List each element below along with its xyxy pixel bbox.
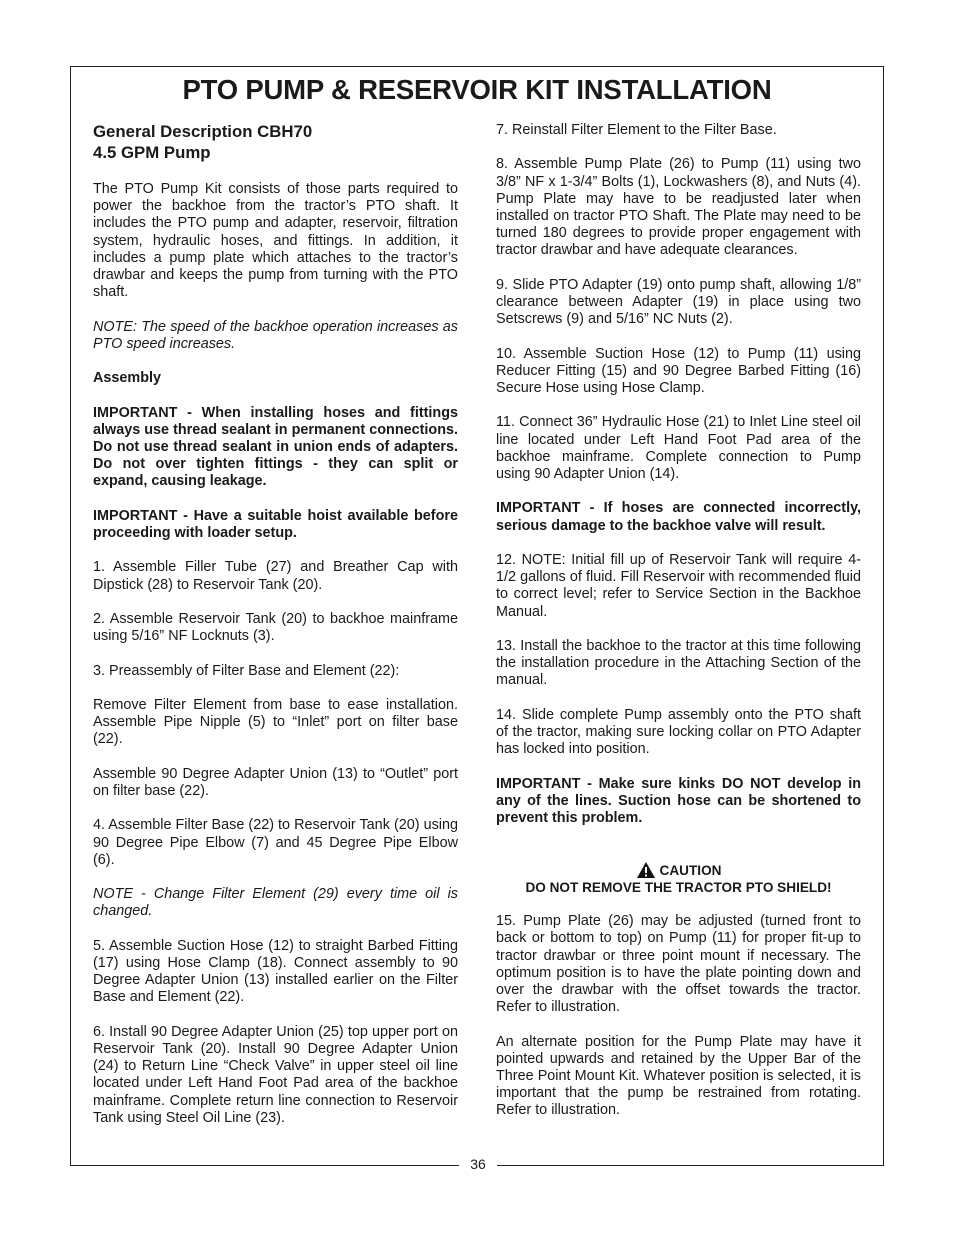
paragraph: 2. Assemble Reservoir Tank (20) to backhoe mainframe using 5/16” NF Locknuts (3). (93, 610, 458, 645)
paragraph: 3. Preassembly of Filter Base and Element (22): (93, 662, 400, 679)
paragraph: An alternate position for the Pump Plate may have it pointed upwards and retained by the Upper Bar of the Three Point Mount Kit. Whatever position is selected, it is important that the pump be restrained from rotating. Refer to illustration. (496, 1033, 861, 1119)
paragraph: NOTE - Change Filter Element (29) every time oil is changed. (93, 886, 458, 920)
paragraph: The PTO Pump Kit consists of those parts required to power the backhoe from the tractor’s PTO shaft. It includes the PTO pump and adapter, reservoir, filtration system, hydraulic hoses, and fittings. In addition, it includes a pump plate which attaches to the tractor’s drawbar and keeps the pump from turning with the PTO shaft. (93, 181, 458, 301)
heading-line-2: 4.5 GPM Pump (93, 142, 211, 162)
right-paragraphs-after (496, 913, 861, 1119)
page-title: PTO PUMP & RESERVOIR KIT INSTALLATION (182, 74, 772, 105)
right-column (496, 122, 861, 1137)
paragraph: NOTE: The speed of the backhoe operation increases as PTO speed increases. (93, 318, 458, 352)
warning-triangle-icon (636, 861, 656, 879)
caution-box (496, 861, 861, 896)
paragraph: 14. Slide complete Pump assembly onto the PTO shaft of the tractor, making sure locking collar on PTO Adapter has locked into position. (496, 706, 861, 758)
caution-message: DO NOT REMOVE THE TRACTOR PTO SHIELD! (525, 880, 832, 896)
right-paragraphs-before (496, 122, 861, 827)
heading-line-1: General Description CBH70 (93, 122, 313, 141)
paragraph: 4. Assemble Filter Base (22) to Reservoir Tank (20) using 90 Degree Pipe Elbow (7) and 45 Degree Pipe Elbow (6). (93, 817, 458, 868)
paragraph: Assemble 90 Degree Adapter Union (13) to “Outlet” port on filter base (22). (93, 765, 458, 799)
paragraph: 10. Assemble Suction Hose (12) to Pump (11) using Reducer Fitting (15) and 90 Degree Barbed Fitting (16) Secure Hose using Hose Clamp. (496, 345, 861, 396)
paragraph: 12. NOTE: Initial fill up of Reservoir Tank will require 4-1/2 gallons of fluid. Fill Reservoir with recommended fluid to correct level; refer to Service Section in the Backhoe Manual. (496, 551, 861, 620)
paragraph: IMPORTANT - When installing hoses and fittings always use thread sealant in permanent connections. Do not use thread sealant in union ends of adapters. Do not over tighten fittings - they can split or expand, causing leakage. (93, 404, 458, 490)
left-column (93, 122, 458, 1144)
paragraph: 15. Pump Plate (26) may be adjusted (turned front to back or bottom to top) on Pump (11) for proper fit-up to tractor drawbar or three point mount if necessary. The optimum position is to have the plate pointing down and over the drawbar with the offset towards the tractor. Refer to illustration. (496, 913, 861, 1016)
section-heading (93, 122, 458, 163)
paragraph: 6. Install 90 Degree Adapter Union (25) top upper port on Reservoir Tank (20). Install 90 Degree Adapter Union (24) to Return Line “Check Valve” in upper steel oil line located under Left Hand Foot Pad area of the backhoe mainframe. Complete return line connection to Reservoir Tank using Steel Oil Line (23). (93, 1023, 458, 1126)
paragraph: 1. Assemble Filler Tube (27) and Breather Cap with Dipstick (28) to Reservoir Tank (20). (93, 559, 458, 593)
paragraph: IMPORTANT - Have a suitable hoist available before proceeding with loader setup. (93, 507, 458, 541)
paragraph: Remove Filter Element from base to ease installation. Assemble Pipe Nipple (5) to “Inlet” port on filter base (22). (93, 696, 458, 748)
paragraph: 8. Assemble Pump Plate (26) to Pump (11) using two 3/8” NF x 1-3/4” Bolts (1), Lockwashers (8), and Nuts (4). Pump Plate may have to be readjusted later when installed on tractor PTO Shaft. The Plate may need to be turned 180 degrees to provide proper engagement with tractor drawbar and have adequate clearances. (496, 156, 861, 259)
left-paragraphs (93, 181, 458, 1127)
paragraph: IMPORTANT - Make sure kinks DO NOT develop in any of the lines. Suction hose can be shortened to prevent this problem. (496, 775, 861, 826)
paragraph: 9. Slide PTO Adapter (19) onto pump shaft, allowing 1/8” clearance between Adapter (19) in place using two Setscrews (9) and 5/16” NC Nuts (2). (496, 276, 861, 328)
caution-label: CAUTION (659, 862, 722, 878)
paragraph: Assembly (93, 370, 161, 387)
paragraph: 11. Connect 36” Hydraulic Hose (21) to Inlet Line steel oil line located under Left Hand Foot Pad area of the backhoe mainframe. Complete connection to Pump using 90 Adapter Union (14). (496, 414, 861, 482)
page-number: 36 (470, 1156, 486, 1172)
paragraph: 13. Install the backhoe to the tractor at this time following the installation procedure in the Attaching Section of the manual. (496, 637, 861, 689)
paragraph: 5. Assemble Suction Hose (12) to straight Barbed Fitting (17) using Hose Clamp (18). Connect assembly to 90 Degree Adapter Union (13) installed earlier on the Filter Base and Element (22). (93, 937, 458, 1006)
frame-bottom-left (70, 1165, 459, 1166)
paragraph: 7. Reinstall Filter Element to the Filter Base. (496, 122, 777, 138)
frame-bottom-right (497, 1165, 884, 1166)
paragraph: IMPORTANT - If hoses are connected incorrectly, serious damage to the backhoe valve will result. (496, 500, 861, 534)
